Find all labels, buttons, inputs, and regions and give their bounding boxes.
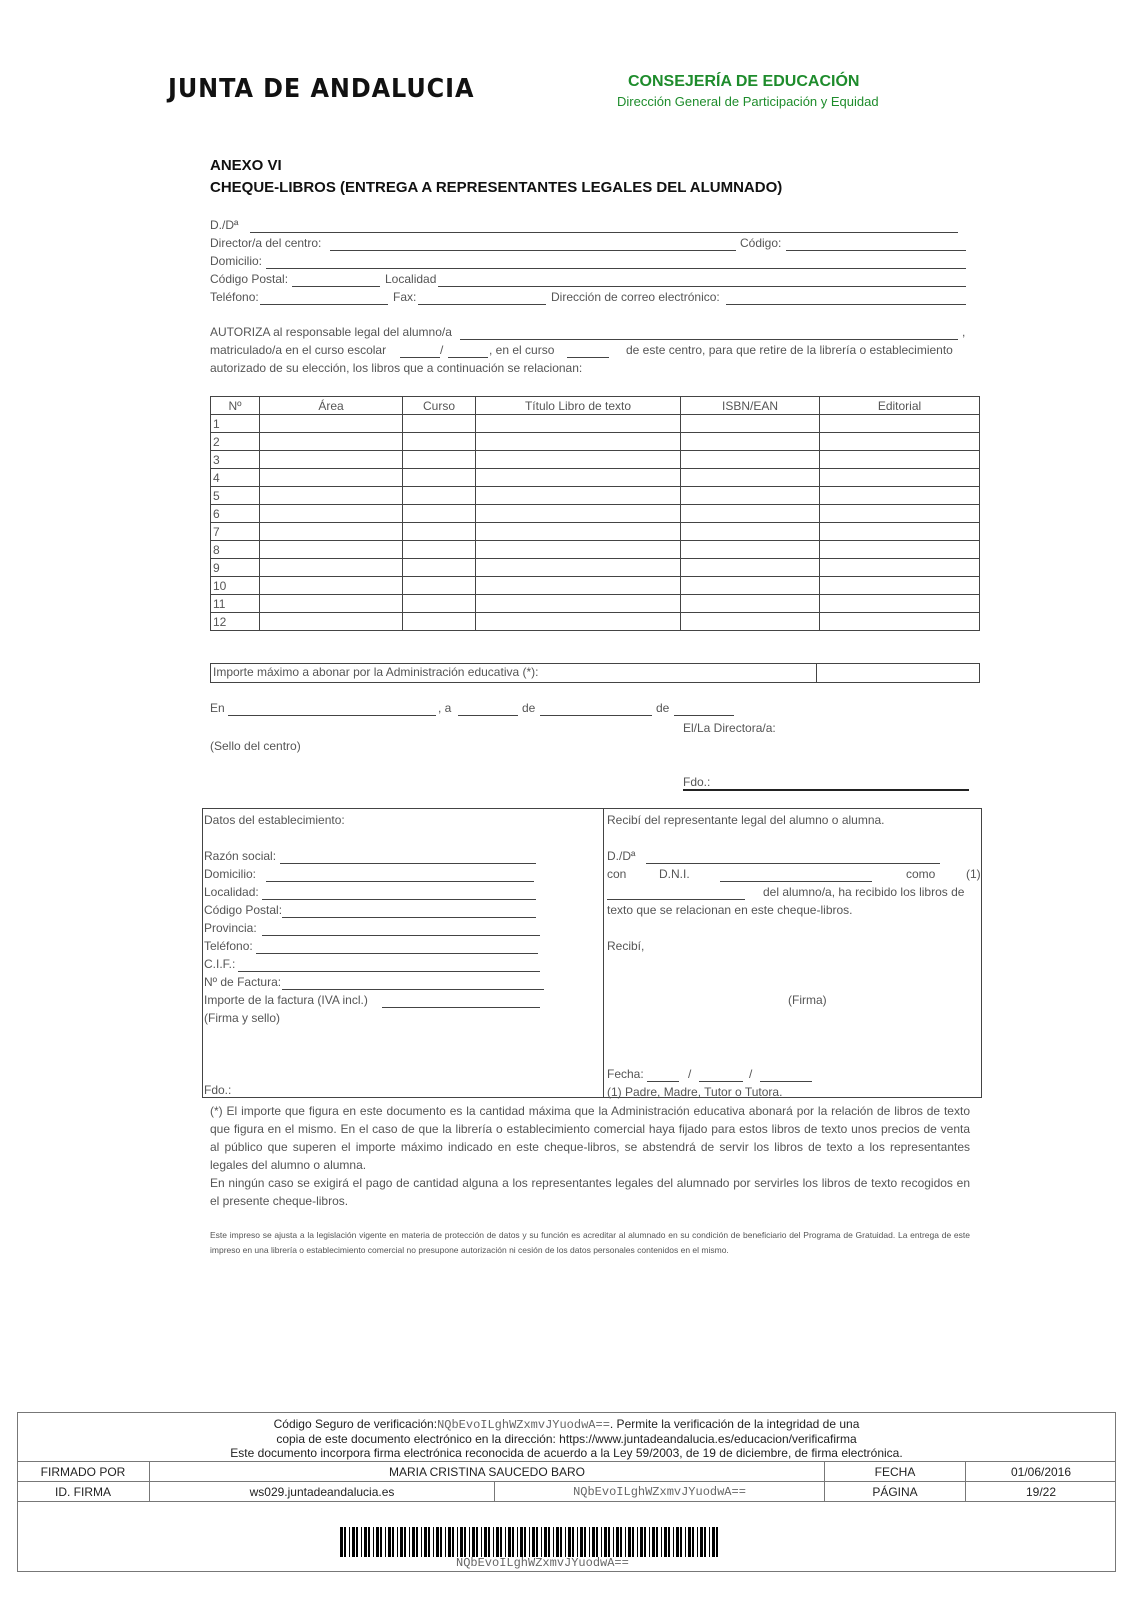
table-cell[interactable] [820,415,980,433]
table-row [211,523,980,541]
table-row [211,487,980,505]
field-domicilio[interactable] [266,268,966,269]
barcode-bar [481,1527,482,1557]
table-cell[interactable] [260,505,403,523]
table-cell[interactable] [820,541,980,559]
barcode-bar [508,1527,511,1557]
csv-incorpora: Este documento incorpora firma electrónica reconocida de acuerdo a la Ley 59/2003, de 19 de diciembre, de firma electrónica. [230,1446,903,1460]
autoriza-line2a: matriculado/a en el curso escolar [210,343,387,357]
barcode-bar [625,1527,626,1557]
label-codigo: Código: [740,236,782,250]
table-cell[interactable] [260,487,403,505]
barcode-bar [400,1527,403,1557]
field-razon[interactable] [280,863,536,864]
barcode-bar [668,1527,670,1557]
row-number: 7 [211,523,260,541]
table-cell[interactable] [260,469,403,487]
row-number: 8 [211,541,260,559]
field-provincia[interactable] [262,935,540,936]
nota-importe: (*) El importe que figura en este documento es la cantidad máxima que la Administración educativa abonará por la relación de libros de texto que figura en el mismo. En el caso de que la librería o establecimiento comercial haya fijado para estos libros de texto unos precios de venta al público que superen el importe máximo indicado en este cheque-libros, se abstendrá de servir los libros de texto a los representantes legales del alumno o alumna. [210,1104,970,1172]
barcode-bar [524,1527,526,1557]
table-cell[interactable] [681,613,820,631]
table-cell[interactable] [260,433,403,451]
nota-padres: (1) Padre, Madre, Tutor o Tutora. [607,1085,783,1099]
barcode-bar [616,1527,619,1557]
table-row [211,505,980,523]
field-curso-year1[interactable] [400,357,440,358]
field-est-localidad[interactable] [262,899,536,900]
field-est-cp[interactable] [282,917,536,918]
csv-code: NQbEvoILghWZxmvJYuodwA== [437,1418,610,1432]
barcode-bar [344,1527,346,1557]
table-cell[interactable] [260,523,403,541]
barcode-bar [457,1527,458,1557]
barcode-bar [476,1527,478,1557]
table-cell[interactable] [403,559,476,577]
barcode-bar [685,1527,686,1557]
table-cell[interactable] [476,451,681,469]
table-cell[interactable] [681,559,820,577]
autoriza-slash: / [440,343,444,357]
autoriza-line1: AUTORIZA al responsable legal del alumno/a [210,325,452,339]
label-de2: de [656,701,670,715]
consejeria-subtitle: Dirección General de Participación y Equidad [617,94,879,109]
label-est-fdo: Fdo.: [204,1083,232,1097]
field-codigo[interactable] [786,250,966,251]
autoriza-line2d: de este centro, para que retire de la librería o establecimiento [626,343,953,357]
barcode-bar [421,1527,422,1557]
id-firma-label: ID. FIRMA [55,1485,111,1499]
fecha-label: FECHA [824,1462,965,1482]
label-cp: Código Postal: [210,272,289,286]
row-number: 11 [211,595,260,613]
label-uno: (1) [966,867,981,881]
field-factura[interactable] [282,989,544,990]
table-cell[interactable] [681,541,820,559]
table-cell[interactable] [260,577,403,595]
barcode-text: NQbEvoILghWZxmvJYuodwA== [456,1556,629,1570]
table-cell[interactable] [476,487,681,505]
table-row [211,595,980,613]
table-cell[interactable] [403,451,476,469]
row-number: 5 [211,487,260,505]
table-row [211,451,980,469]
label-est-cp: Código Postal: [204,903,283,917]
barcode-bar [673,1527,674,1557]
field-dni[interactable] [720,881,872,882]
label-razon: Razón social: [204,849,277,863]
barcode-bar [520,1527,523,1557]
row-number: 12 [211,613,260,631]
row-number: 1 [211,415,260,433]
table-cell[interactable] [260,415,403,433]
field-recibi-d-da[interactable] [646,863,940,864]
id-firma: ws029.juntadeandalucia.es [149,1482,494,1502]
table-cell[interactable] [476,433,681,451]
field-d-da[interactable] [250,232,958,233]
barcode-bar [448,1527,451,1557]
barcode-bar [565,1527,566,1557]
label-cif: C.I.F.: [204,957,236,971]
barcode-bar [697,1527,698,1557]
table-cell[interactable] [681,433,820,451]
barcode-bar [416,1527,418,1557]
label-firma: (Firma) [788,993,827,1007]
barcode-bar [632,1527,634,1557]
barcode-bar [505,1527,506,1557]
label-directora: El/La Directora/a: [683,721,776,735]
table-cell[interactable] [820,577,980,595]
table-cell[interactable] [403,469,476,487]
label-dni: D.N.I. [659,867,690,881]
row-number: 4 [211,469,260,487]
field-curso-year2[interactable] [448,357,488,358]
barcode-bar [712,1527,715,1557]
table-cell[interactable] [820,613,980,631]
table-cell[interactable] [476,523,681,541]
barcode-bar [493,1527,494,1557]
label-recibi: Recibí, [607,939,645,953]
table-cell[interactable] [820,523,980,541]
barcode-bar [409,1527,410,1557]
label-recibi-d-da: D./Dª [607,849,636,863]
barcode-bar [553,1527,554,1557]
barcode-bar [604,1527,607,1557]
establecimiento-title: Datos del establecimiento: [204,813,345,827]
table-cell[interactable] [403,595,476,613]
label-fax: Fax: [393,290,417,304]
barcode-bar [620,1527,622,1557]
table-cell[interactable] [403,541,476,559]
document-title: CHEQUE-LIBROS (ENTREGA A REPRESENTANTES LEGALES DEL ALUMNADO) [210,179,783,196]
barcode-bar [596,1527,598,1557]
field-curso[interactable] [567,357,609,358]
barcode-bar [440,1527,442,1557]
barcode-bar [464,1527,466,1557]
label-director: Director/a del centro: [210,236,322,250]
table-cell[interactable] [476,577,681,595]
barcode-bar [428,1527,430,1557]
barcode-bar [352,1527,355,1557]
barcode-bar [608,1527,610,1557]
field-fecha-dia[interactable] [647,1081,679,1082]
barcode-bar [541,1527,542,1557]
label-est-telefono: Teléfono: [204,939,253,953]
table-cell[interactable] [476,505,681,523]
barcode-bar [644,1527,646,1557]
barcode-bar [613,1527,614,1557]
field-localidad[interactable] [438,286,966,287]
table-cell[interactable] [403,523,476,541]
table-cell[interactable] [403,577,476,595]
field-mes[interactable] [540,715,652,716]
table-cell[interactable] [260,613,403,631]
barcode-bar [385,1527,386,1557]
barcode-bar [584,1527,586,1557]
autoriza-comma: , [962,325,966,339]
id-firma-code: NQbEvoILghWZxmvJYuodwA== [494,1482,824,1502]
table-row [211,433,980,451]
label-fecha: Fecha: [607,1067,644,1081]
barcode-bar [424,1527,427,1557]
field-fdo-directora[interactable] [683,789,969,791]
barcode-bar [572,1527,574,1557]
table-cell[interactable] [681,595,820,613]
barcode-bar [356,1527,358,1557]
annex-title: ANEXO VI [210,157,282,174]
col-editorial: Editorial [820,397,980,415]
label-telefono: Teléfono: [210,290,259,304]
barcode-bar [412,1527,415,1557]
label-como: como [906,867,936,881]
barcode-bar [716,1527,718,1557]
barcode-bar [556,1527,559,1557]
field-fecha-mes[interactable] [699,1081,743,1082]
barcode-bar [544,1527,547,1557]
barcode-bar [376,1527,379,1557]
table-cell[interactable] [820,505,980,523]
table-cell[interactable] [476,415,681,433]
label-con: con [607,867,627,881]
barcode-bar [404,1527,406,1557]
barcode-bar [652,1527,655,1557]
field-est-domicilio[interactable] [266,881,534,882]
barcode-bar [496,1527,499,1557]
barcode-bar [704,1527,706,1557]
table-row [211,613,980,631]
field-anio[interactable] [674,715,734,716]
barcode-bar [580,1527,583,1557]
pagina-value: 19/22 [965,1482,1116,1502]
table-cell[interactable] [403,505,476,523]
table-row [211,469,980,487]
field-lugar[interactable] [228,715,436,716]
table-cell[interactable] [681,577,820,595]
label-localidad: Localidad [385,272,437,286]
barcode-bar [640,1527,643,1557]
csv-permite: . Permite la verificación de la integridad de una [609,1417,860,1431]
barcode-bar [368,1527,370,1557]
barcode-bar [445,1527,446,1557]
barcode-bar [388,1527,391,1557]
barcode-bar [397,1527,398,1557]
table-cell[interactable] [476,595,681,613]
pagina-label: PÁGINA [824,1482,965,1502]
row-number: 2 [211,433,260,451]
table-cell[interactable] [403,613,476,631]
table-cell[interactable] [681,487,820,505]
field-parentesco[interactable] [607,899,745,900]
table-cell[interactable] [476,469,681,487]
table-cell[interactable] [681,505,820,523]
label-d-da: D./Dª [210,218,239,232]
barcode-bar [548,1527,550,1557]
nota-legal: Este impreso se ajusta a la legislación vigente en materia de protección de datos y su función es acreditar al alumnado en su condición de beneficiario del Programa de Gratuidad. La entrega de este impreso en una librería o establecimiento comercial no presupone autorización ni cesión de los datos personales contenidos en el mismo. [210,1230,970,1255]
field-telefono[interactable] [260,304,388,305]
barcode-bar [517,1527,518,1557]
table-cell[interactable] [260,559,403,577]
barcode-bar [373,1527,374,1557]
verification-barcode [340,1527,720,1557]
csv-label: Código Seguro de verificación: [273,1417,438,1431]
barcode-bar [601,1527,602,1557]
label-fdo-directora: Fdo.: [683,775,711,789]
autoriza-line2c: , en el curso [489,343,555,357]
recibi-title: Recibí del representante legal del alumno o alumna. [607,813,885,827]
table-cell[interactable] [820,433,980,451]
table-cell[interactable] [681,523,820,541]
label-sello: (Sello del centro) [210,739,301,753]
barcode-bar [577,1527,578,1557]
label-domicilio: Domicilio: [210,254,263,268]
barcode-bar [536,1527,538,1557]
label-factura: Nº de Factura: [204,975,282,989]
barcode-bar [589,1527,590,1557]
barcode-bar [436,1527,439,1557]
field-cp[interactable] [292,286,380,287]
barcode-bar [664,1527,667,1557]
col-area: Área [260,397,403,415]
barcode-bar [592,1527,595,1557]
table-cell[interactable] [681,451,820,469]
col-num: Nº [211,397,260,415]
table-cell[interactable] [403,415,476,433]
row-number: 9 [211,559,260,577]
table-row [211,541,980,559]
consejeria-title: CONSEJERÍA DE EDUCACIÓN [628,73,860,90]
field-dia[interactable] [458,715,518,716]
label-firma-sello: (Firma y sello) [204,1011,281,1025]
row-number: 3 [211,451,260,469]
label-texto: texto que se relacionan en este cheque-libros. [607,903,853,917]
barcode-bar [512,1527,514,1557]
barcode-bar [349,1527,350,1557]
table-cell[interactable] [820,469,980,487]
table-cell[interactable] [476,613,681,631]
barcode-bar [680,1527,682,1557]
barcode-bar [361,1527,362,1557]
label-en: En [210,701,225,715]
barcode-bar [500,1527,502,1557]
barcode-bar [676,1527,679,1557]
row-number: 10 [211,577,260,595]
table-row [211,577,980,595]
barcode-bar [628,1527,631,1557]
barcode-bar [364,1527,367,1557]
firmado-por-label: FIRMADO POR [40,1465,126,1479]
barcode-bar [560,1527,562,1557]
field-cif[interactable] [238,971,540,972]
junta-andalucia-logo: JUNTA DE ANDALUCIA [168,74,475,104]
table-cell[interactable] [260,451,403,469]
field-est-telefono[interactable] [256,953,538,954]
barcode-bar [649,1527,650,1557]
table-cell[interactable] [681,415,820,433]
field-email[interactable] [726,304,966,305]
col-curso: Curso [403,397,476,415]
barcode-bar [488,1527,490,1557]
table-row [211,559,980,577]
barcode-bar [568,1527,571,1557]
barcode-bar [529,1527,530,1557]
barcode-bar [637,1527,638,1557]
books-table [210,396,980,631]
nota-ningun-caso: En ningún caso se exigirá el pago de cantidad alguna a los representantes legales del alumnado por servirles los libros de texto recogidos en el presente cheque-libros. [210,1176,970,1208]
autoriza-line3: autorizado de su elección, los libros que a continuación se relacionan: [210,361,583,375]
table-cell[interactable] [476,541,681,559]
field-alumno[interactable] [460,339,958,340]
label-provincia: Provincia: [204,921,257,935]
table-cell[interactable] [403,433,476,451]
barcode-bar [460,1527,463,1557]
table-cell[interactable] [820,595,980,613]
barcode-bar [380,1527,382,1557]
barcode-bar [656,1527,658,1557]
field-fax[interactable] [418,304,546,305]
field-importe-factura[interactable] [382,1007,540,1008]
field-fecha-anio[interactable] [760,1081,812,1082]
label-est-localidad: Localidad: [204,885,259,899]
label-est-domicilio: Domicilio: [204,867,257,881]
csv-copia: copia de este documento electrónico en la dirección: https://www.juntadeandalucia.es/educacion/verificafirma [276,1432,857,1446]
barcode-bar [688,1527,691,1557]
barcode-bar [340,1527,343,1557]
table-cell[interactable] [260,595,403,613]
importe-box [210,663,980,683]
barcode-bar [692,1527,694,1557]
label-alumno-recibido: del alumno/a, ha recibido los libros de [763,885,965,899]
importe-label: Importe máximo a abonar por la Administración educativa (*): [213,665,539,679]
label-importe-factura: Importe de la factura (IVA incl.) [204,993,368,1007]
table-cell[interactable] [476,559,681,577]
barcode-bar [472,1527,475,1557]
table-cell[interactable] [260,541,403,559]
barcode-bar [392,1527,394,1557]
barcode-bar [661,1527,662,1557]
barcode-bar [700,1527,703,1557]
label-de1: de [522,701,536,715]
barcode-bar [433,1527,434,1557]
barcode-bar [532,1527,535,1557]
label-a: , a [438,701,452,715]
col-titulo: Título Libro de texto [476,397,681,415]
barcode-bar [469,1527,470,1557]
firmado-por: MARIA CRISTINA SAUCEDO BARO [149,1462,824,1482]
barcode-bar [484,1527,487,1557]
table-cell[interactable] [681,469,820,487]
table-cell[interactable] [820,451,980,469]
barcode-bar [452,1527,454,1557]
table-cell[interactable] [820,487,980,505]
field-director[interactable] [330,250,736,251]
table-row [211,415,980,433]
barcode-bar [709,1527,710,1557]
row-number: 6 [211,505,260,523]
table-cell[interactable] [820,559,980,577]
fecha-value: 01/06/2016 [965,1462,1116,1482]
label-email: Dirección de correo electrónico: [551,290,720,304]
field-est-fdo[interactable] [232,1097,544,1098]
table-cell[interactable] [403,487,476,505]
col-isbn: ISBN/EAN [681,397,820,415]
